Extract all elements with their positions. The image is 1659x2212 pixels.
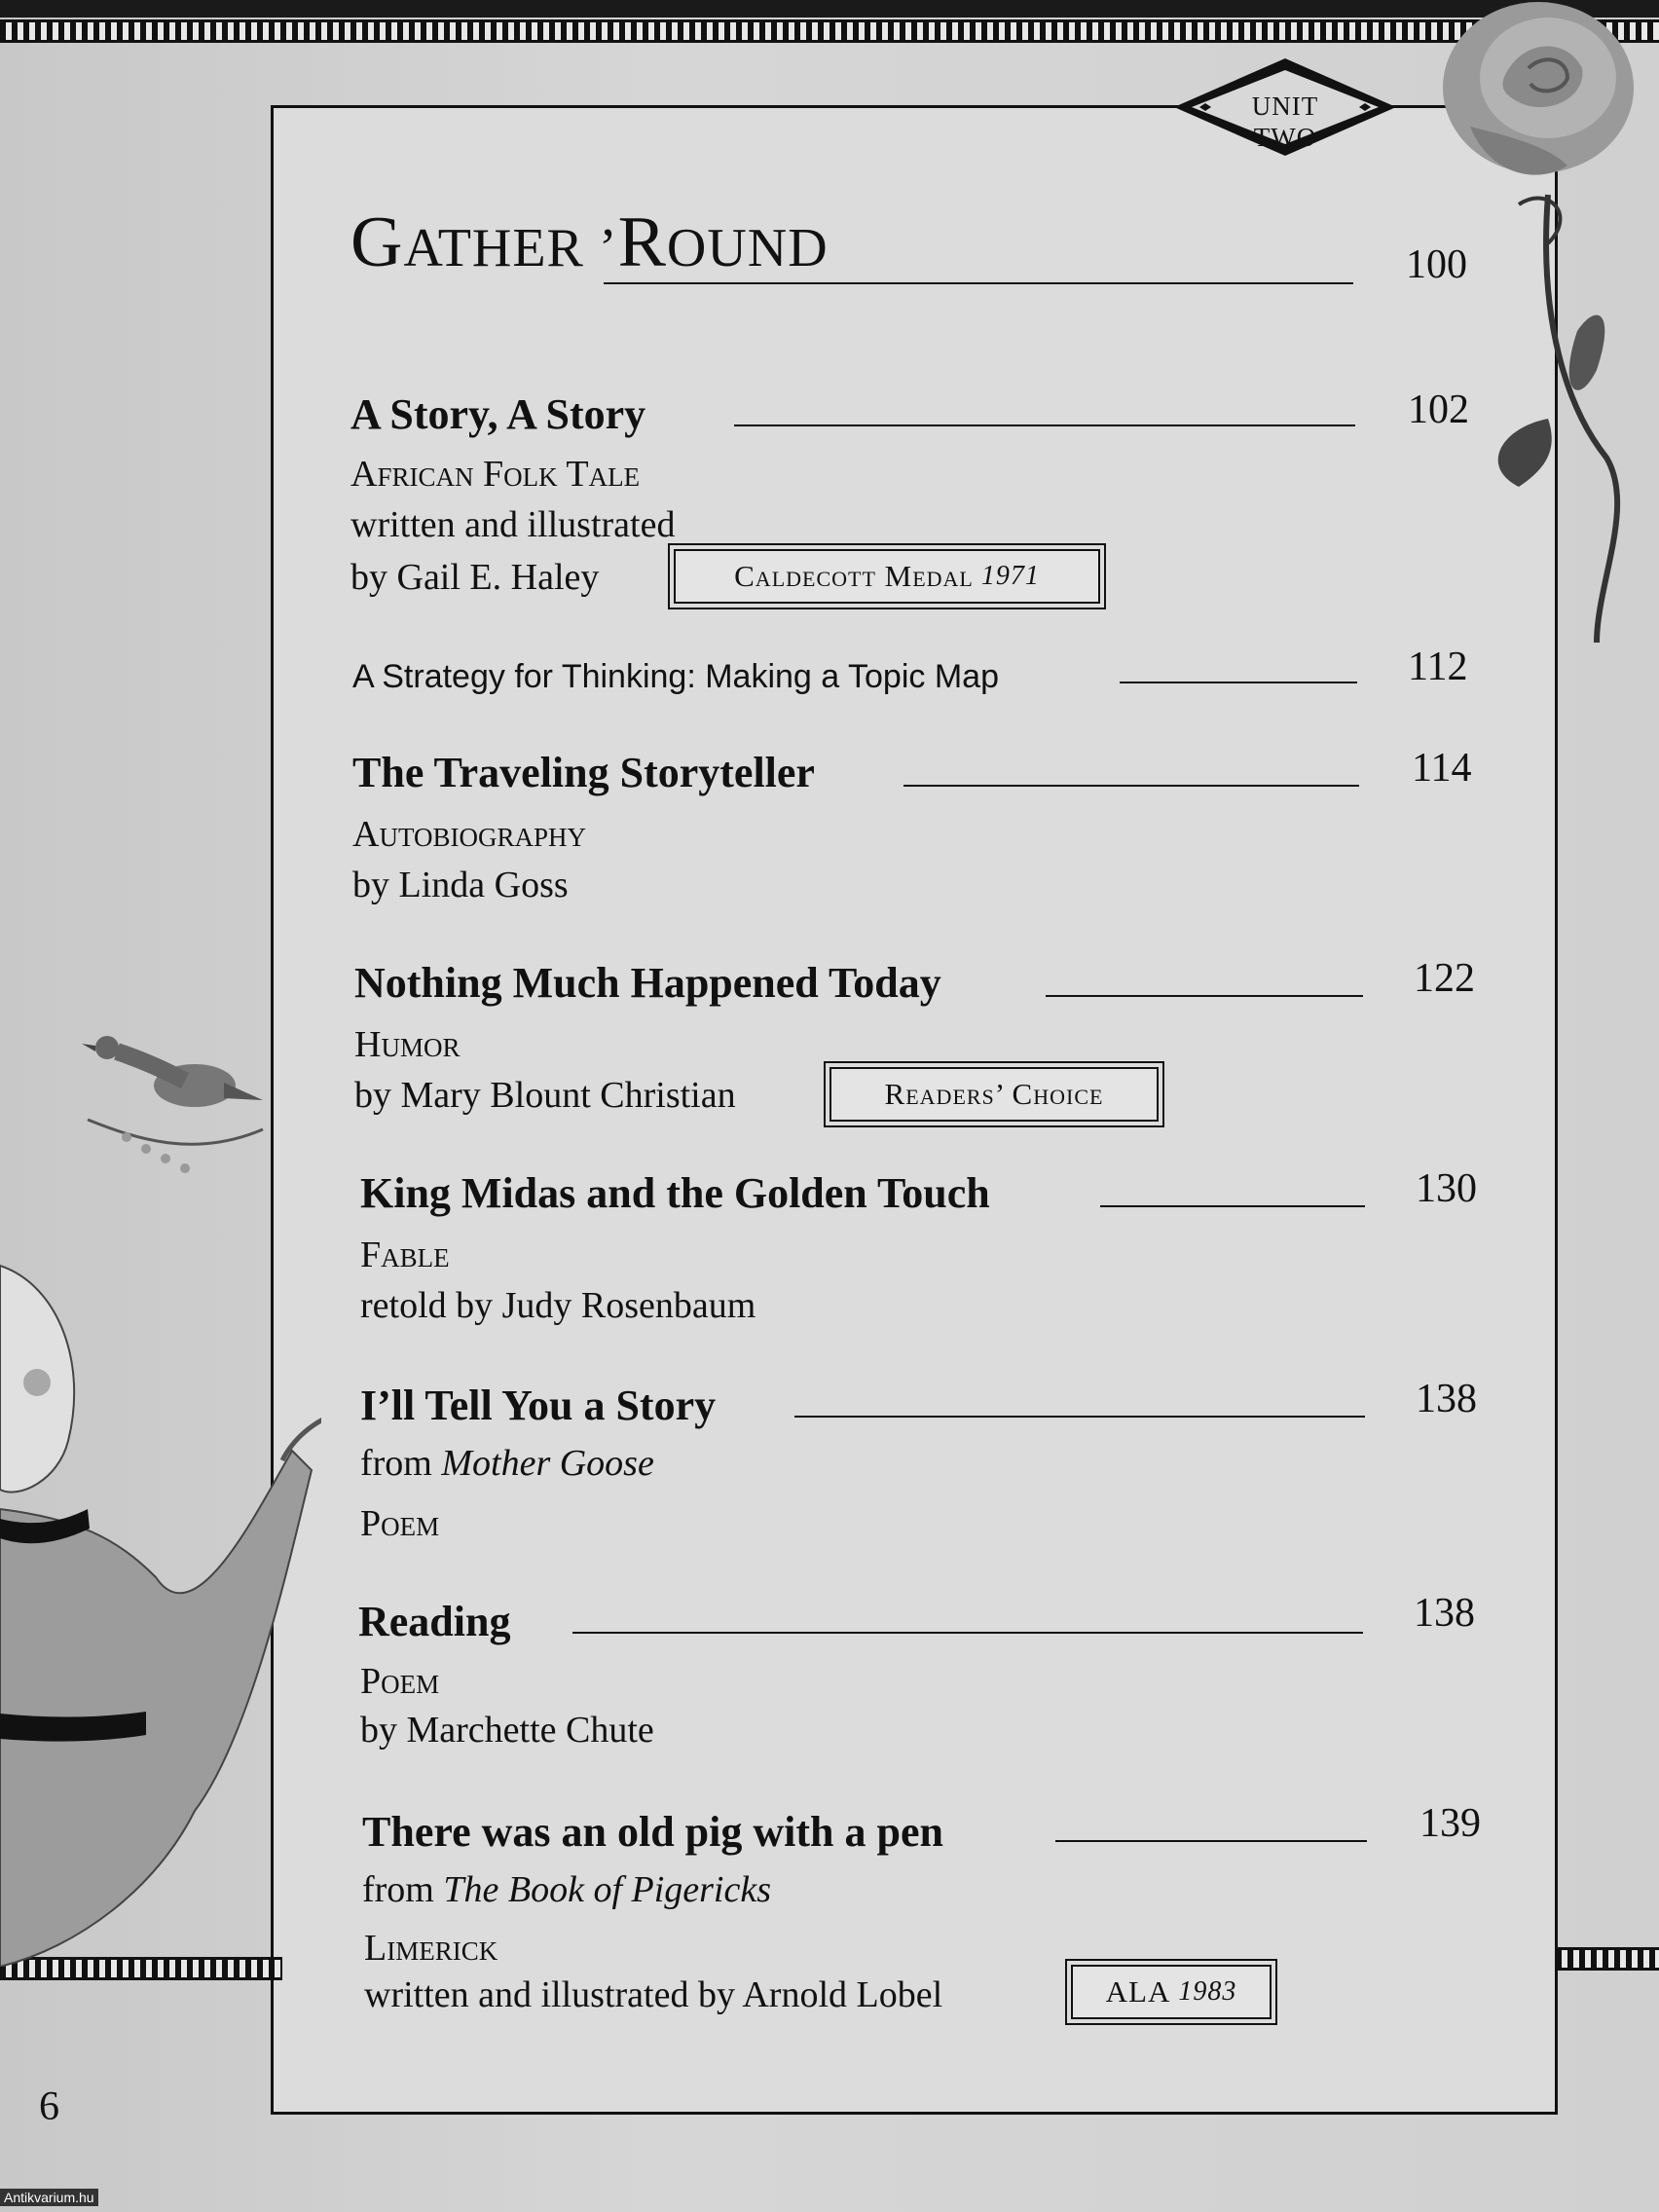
entry-page-number: 139 [1419,1801,1481,1846]
entry-genre: Poem [360,1661,440,1702]
bird-on-branch-illustration [78,1013,273,1207]
entry-title[interactable]: The Traveling Storyteller [352,749,815,796]
leader-rule [903,785,1359,787]
leader-rule [1120,682,1357,683]
entry-genre: Fable [360,1235,450,1275]
entry-genre: African Folk Tale [350,454,641,495]
entry-title[interactable]: I’ll Tell You a Story [360,1382,717,1429]
unit-number: TWO [1253,123,1317,152]
entry-page-number: 138 [1416,1377,1477,1421]
entry-title[interactable]: Reading [358,1598,511,1645]
entry-byline: by Linda Goss [352,865,569,905]
leader-rule [1055,1840,1367,1842]
leader-rule [794,1416,1365,1418]
entry-byline: by Mary Blount Christian [354,1075,736,1116]
entry-page-number: 102 [1408,387,1469,432]
pointing-girl-illustration [0,1227,321,1967]
entry-page-number: 122 [1414,956,1475,1001]
entry-page-number: 138 [1414,1591,1475,1636]
leader-rule [1100,1205,1365,1207]
award-badge: Readers’ Choice [830,1067,1159,1122]
unit-label: UNIT [1251,92,1319,121]
entry-page-number: 112 [1408,645,1468,689]
page-folio: 6 [39,2084,59,2129]
watermark: Antikvarium.hu [0,2189,98,2206]
entry-byline: written and illustrated by Arnold Lobel [364,1974,943,2015]
entry-title[interactable]: King Midas and the Golden Touch [360,1169,990,1217]
entry-genre: Limerick [364,1928,498,1969]
entry-byline: retold by Judy Rosenbaum [360,1285,756,1326]
strategy-entry[interactable]: A Strategy for Thinking: Making a Topic Map [352,658,999,695]
leader-rule [734,424,1355,426]
award-badge: ALA 1983 [1071,1965,1272,2019]
entry-title[interactable]: There was an old pig with a pen [362,1808,943,1856]
unit-badge [1170,55,1400,160]
entry-genre: Autobiography [352,814,586,855]
entry-byline: by Gail E. Haley [350,557,600,598]
entry-page-number: 114 [1412,746,1472,791]
entry-title[interactable]: Nothing Much Happened Today [354,959,941,1007]
section-page-number: 100 [1406,242,1467,287]
leader-rule [572,1632,1363,1634]
section-title-rule [604,282,1353,284]
entry-genre: Poem [360,1503,440,1544]
bottom-border-band-right [1556,1947,1659,1971]
entry-byline: by Marchette Chute [360,1710,654,1751]
entry-credit-line: written and illustrated [350,504,676,545]
entry-title[interactable]: A Story, A Story [350,390,646,438]
leader-rule [1046,995,1363,997]
award-badge: Caldecott Medal 1971 [674,549,1100,604]
entry-page-number: 130 [1416,1166,1477,1211]
section-title: GATHER ’ROUND [350,203,829,282]
entry-genre: Humor [354,1024,461,1065]
entry-source: from The Book of Pigericks [362,1869,772,1910]
rose-illustration [1402,0,1659,652]
entry-source: from Mother Goose [360,1443,654,1484]
